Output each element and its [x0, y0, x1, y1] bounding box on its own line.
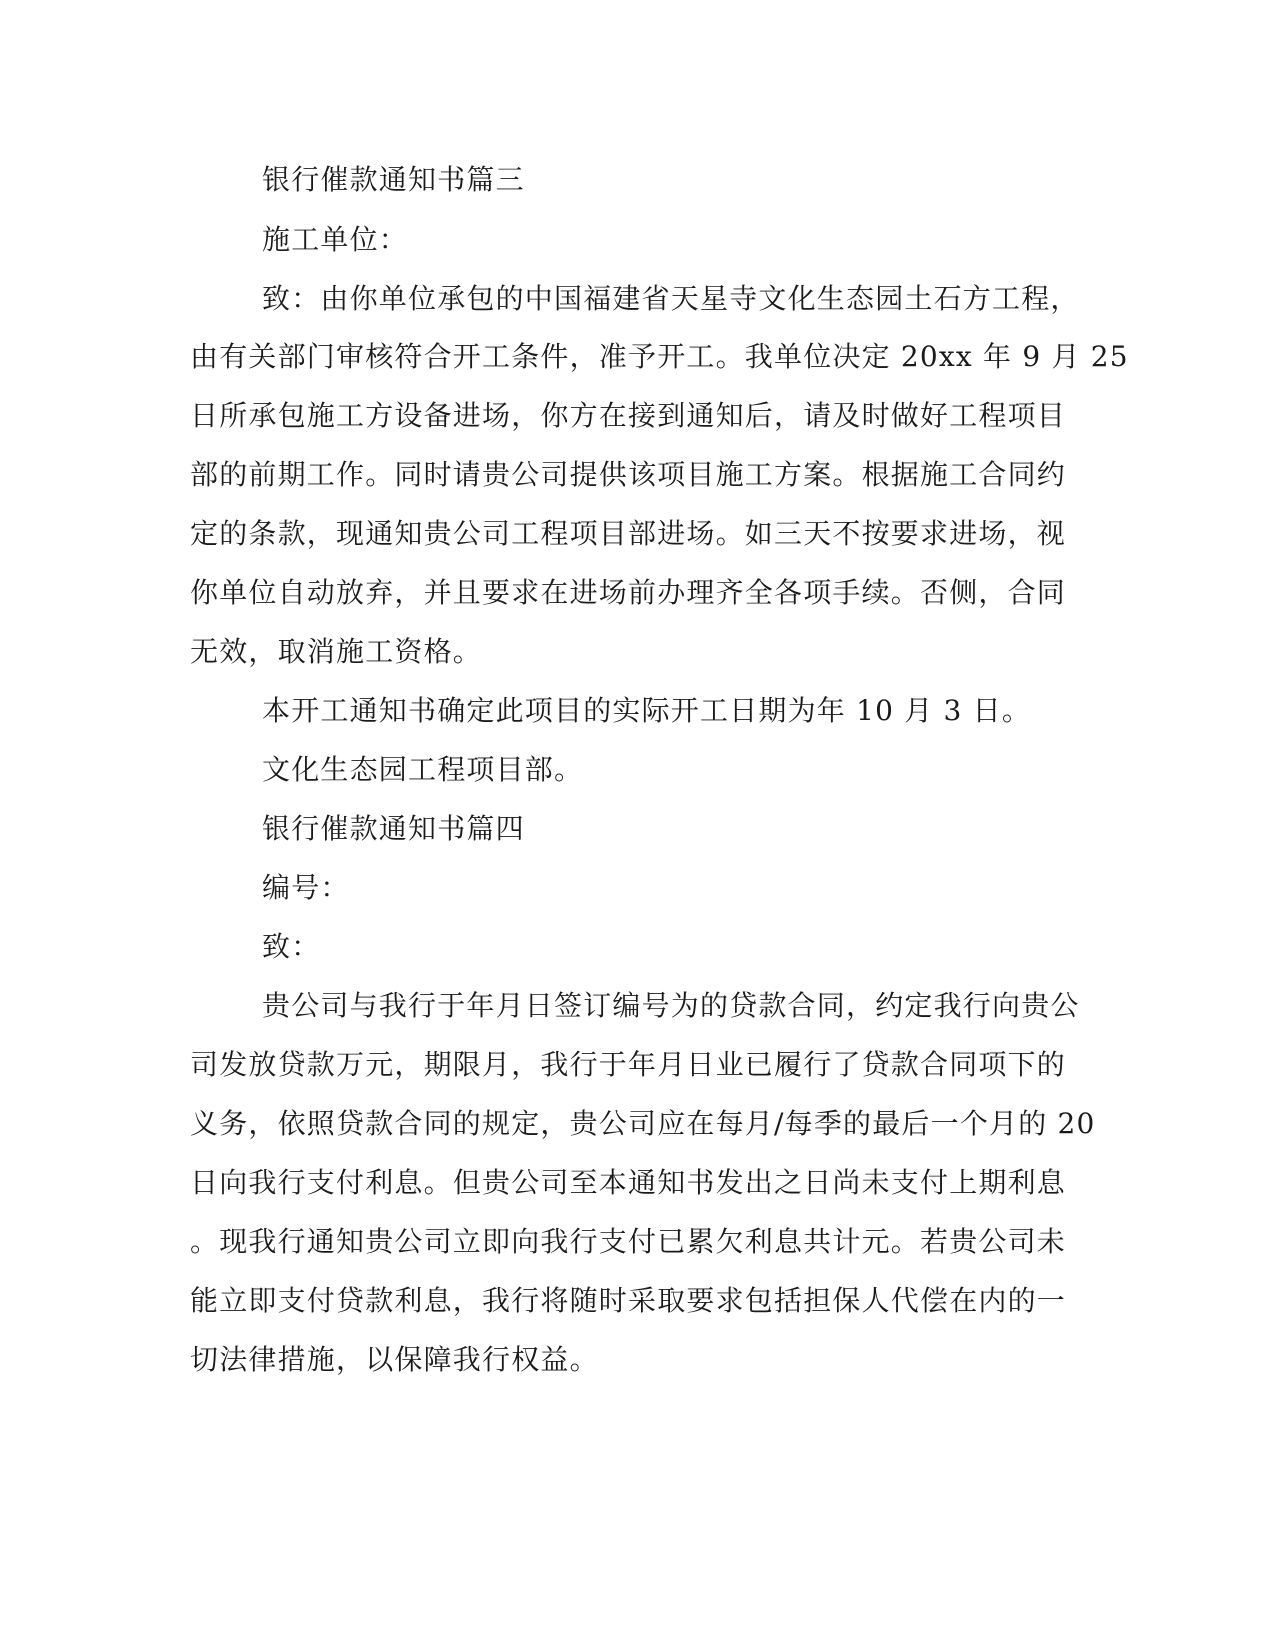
section4-heading: 银行催款通知书篇四 [262, 812, 525, 845]
section3-body-line: 定的条款，现通知贵公司工程项目部进场。如三天不按要求进场，视 [190, 517, 1067, 550]
section4-body-line: 贵公司与我行于年月日签订编号为的贷款合同，约定我行向贵公 [262, 989, 1080, 1022]
section3-heading: 银行催款通知书篇三 [262, 163, 525, 196]
section4-body-line: 义务，依照贷款合同的规定，贵公司应在每月/每季的最后一个月的 20 [190, 1107, 1096, 1140]
section4-body-line: 。现我行通知贵公司立即向我行支付已累欠利息共计元。若贵公司未 [190, 1225, 1067, 1258]
section3-body-line: 无效，取消施工资格。 [190, 635, 483, 668]
section3-signature: 文化生态园工程项目部。 [262, 753, 584, 786]
section3-body-line: 部的前期工作。同时请贵公司提供该项目施工方案。根据施工合同约 [190, 458, 1067, 491]
section4-body-line: 司发放贷款万元，期限月，我行于年月日业已履行了贷款合同项下的 [190, 1048, 1067, 1081]
section4-body-line: 日向我行支付利息。但贵公司至本通知书发出之日尚未支付上期利息 [190, 1166, 1067, 1199]
section4-body-line: 切法律措施，以保障我行权益。 [190, 1343, 599, 1376]
section3-start-date: 本开工通知书确定此项目的实际开工日期为年 10 月 3 日。 [262, 694, 1032, 727]
section4-number-label: 编号： [262, 871, 350, 904]
section3-body-line: 致：由你单位承包的中国福建省天星寺文化生态园土石方工程， [262, 282, 1080, 315]
section4-body-line: 能立即支付贷款利息，我行将随时采取要求包括担保人代偿在内的一 [190, 1284, 1067, 1317]
section4-addressee: 致： [262, 930, 321, 963]
section3-body-line: 日所承包施工方设备进场，你方在接到通知后，请及时做好工程项目 [190, 399, 1067, 432]
section3-body-line: 由有关部门审核符合开工条件，准予开工。我单位决定 20xx 年 9 月 25 [190, 340, 1129, 373]
section3-addressee: 施工单位： [262, 223, 409, 256]
section3-body-line: 你单位自动放弃，并且要求在进场前办理齐全各项手续。否侧，合同 [190, 576, 1067, 609]
